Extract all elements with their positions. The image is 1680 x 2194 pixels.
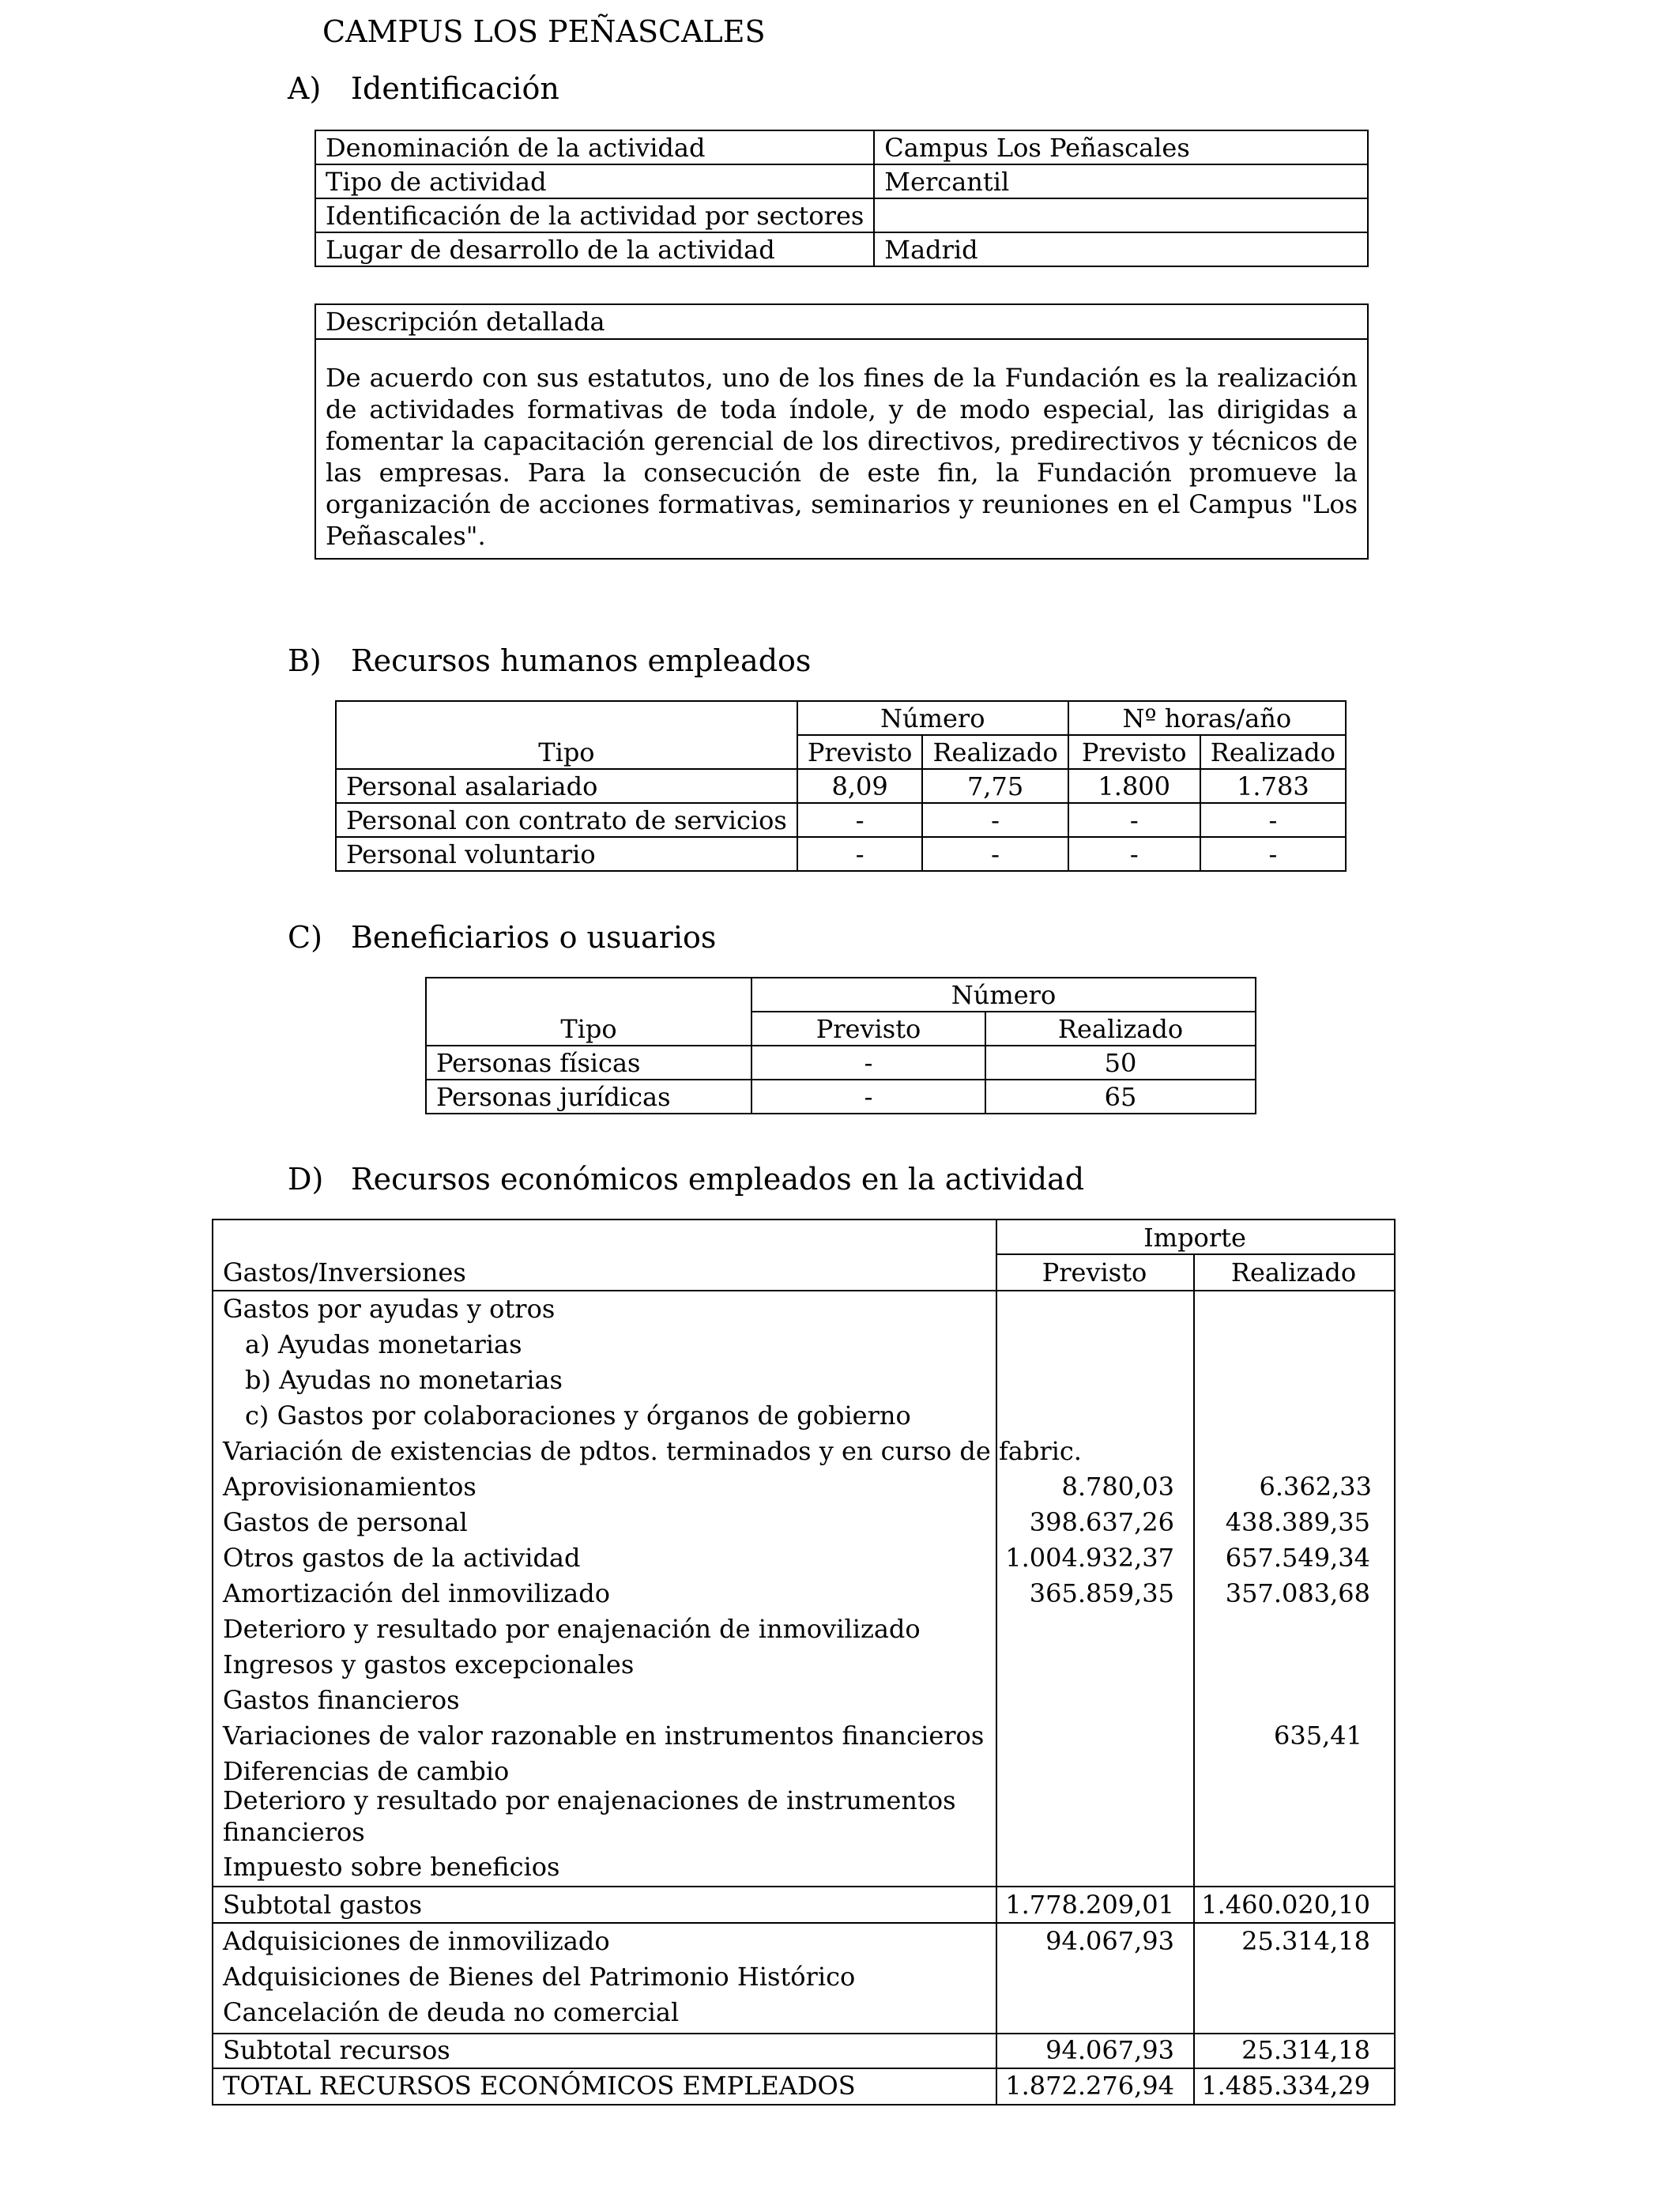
col-header-realizado: Realizado — [985, 1012, 1256, 1046]
table-row — [336, 837, 1346, 871]
ident-label: Lugar de desarrollo de la actividad — [315, 232, 874, 266]
hr-num-previsto: - — [797, 803, 923, 837]
table-row — [315, 164, 1368, 198]
section-d-title: Recursos económicos empleados en la actividad — [351, 1162, 1085, 1197]
eco-row-label: b) Ayudas no monetarias — [245, 1365, 563, 1395]
subtotal-recursos-label: Subtotal recursos — [223, 2035, 450, 2065]
eco-row-label: Amortización del inmovilizado — [223, 1578, 610, 1608]
group-header-horas: Nº horas/año — [1068, 701, 1346, 735]
description-text: De acuerdo con sus estatutos, uno de los fines de la Fundación es la realización de actividades formativas de toda índole, y de modo especial, las dirigidas a fomentar la capacitación gerencial de los directivos, predirectivos y técnicos de las empresas. Para la consecución de este fin, la Fundación promueve la organización de acciones formativas, seminarios y reuniones en el Campus "Los Peñascales". — [326, 363, 1358, 551]
ident-label: Denominación de la actividad — [315, 130, 874, 164]
hr-horas-realizado: 1.783 — [1200, 769, 1346, 803]
eco-row-label: Gastos financieros — [223, 1685, 460, 1715]
eco-row-label: Cancelación de deuda no comercial — [223, 1997, 680, 2027]
eco-realizado: 657.549,34 — [1225, 1543, 1370, 1573]
row-divider — [213, 1290, 1394, 1291]
hr-horas-realizado: - — [1200, 803, 1346, 837]
col-header-tipo: Tipo — [336, 701, 797, 769]
section-c-letter: C) — [288, 920, 322, 955]
col-header-previsto: Previsto — [797, 735, 923, 769]
human-resources-table — [335, 700, 1347, 872]
subtotal-gastos-label: Subtotal gastos — [223, 1890, 423, 1920]
eco-realizado: 438.389,35 — [1225, 1507, 1370, 1537]
col-header-previsto: Previsto — [751, 1012, 985, 1046]
eco-row-label: Variación de existencias de pdtos. terminados y en curso de fabric. — [223, 1436, 1082, 1466]
row-divider — [213, 2068, 1394, 2069]
eco-previsto: 365.859,35 — [1029, 1578, 1174, 1608]
hr-horas-previsto: - — [1068, 837, 1200, 871]
hr-num-previsto: - — [797, 837, 923, 871]
eco-previsto: 398.637,26 — [1029, 1507, 1174, 1537]
ben-tipo: Personas jurídicas — [426, 1080, 751, 1114]
row-divider — [213, 1886, 1394, 1887]
eco-row-label: Impuesto sobre beneficios — [223, 1852, 560, 1882]
eco-row-label: Adquisiciones de Bienes del Patrimonio Histórico — [223, 1962, 856, 1992]
eco-previsto: 1.004.932,37 — [1005, 1543, 1174, 1573]
subtotal-recursos-previsto: 94.067,93 — [1045, 2035, 1174, 2065]
eco-row-label: Aprovisionamientos — [223, 1472, 477, 1502]
row-divider — [996, 1253, 1394, 1255]
section-b-heading — [288, 643, 811, 678]
table-row — [315, 198, 1368, 232]
eco-row-label: Gastos por ayudas y otros — [223, 1294, 556, 1324]
economic-resources-table — [212, 1219, 1396, 2105]
section-a-letter: A) — [288, 71, 322, 106]
col-header-realizado: Realizado — [922, 735, 1068, 769]
section-a-title: Identificación — [351, 71, 559, 106]
hr-horas-previsto: 1.800 — [1068, 769, 1200, 803]
identification-table — [315, 130, 1369, 267]
ben-previsto: - — [751, 1080, 985, 1114]
col-header-realizado: Realizado — [1230, 1257, 1357, 1287]
table-row — [426, 1046, 1256, 1080]
ident-value: Campus Los Peñascales — [874, 130, 1368, 164]
eco-realizado: 357.083,68 — [1225, 1578, 1370, 1608]
hr-tipo: Personal asalariado — [336, 769, 797, 803]
hr-horas-realizado: - — [1200, 837, 1346, 871]
ben-realizado: 50 — [985, 1046, 1256, 1080]
hr-num-realizado: 7,75 — [922, 769, 1068, 803]
table-row — [336, 803, 1346, 837]
eco-realizado: 25.314,18 — [1241, 1926, 1370, 1956]
subtotal-gastos-previsto: 1.778.209,01 — [1005, 1890, 1174, 1920]
col-header-previsto: Previsto — [1042, 1257, 1147, 1287]
table-row — [315, 130, 1368, 164]
ident-label: Tipo de actividad — [315, 164, 874, 198]
eco-row-label: a) Ayudas monetarias — [245, 1329, 522, 1359]
eco-row-label: financieros — [223, 1817, 365, 1847]
section-d-heading — [288, 1162, 1084, 1197]
beneficiaries-table — [425, 977, 1256, 1114]
total-label: TOTAL RECURSOS ECONÓMICOS EMPLEADOS — [223, 2071, 856, 2101]
hr-num-realizado: - — [922, 837, 1068, 871]
subtotal-recursos-realizado: 25.314,18 — [1241, 2035, 1370, 2065]
eco-row-label: Ingresos y gastos excepcionales — [223, 1649, 635, 1679]
table-header-row — [336, 701, 1346, 735]
group-header-importe: Importe — [1143, 1223, 1246, 1253]
eco-previsto: 94.067,93 — [1045, 1926, 1174, 1956]
group-header-numero: Número — [797, 701, 1068, 735]
col-header-tipo: Tipo — [426, 978, 751, 1046]
total-previsto: 1.872.276,94 — [1005, 2071, 1174, 2101]
ben-previsto: - — [751, 1046, 985, 1080]
section-c-title: Beneficiarios o usuarios — [351, 920, 717, 955]
ben-realizado: 65 — [985, 1080, 1256, 1114]
table-header-row — [426, 978, 1256, 1012]
eco-row-label: Gastos de personal — [223, 1507, 468, 1537]
eco-previsto: 8.780,03 — [1061, 1472, 1174, 1502]
col-header-realizado: Realizado — [1200, 735, 1346, 769]
eco-row-label: Adquisiciones de inmovilizado — [223, 1926, 610, 1956]
eco-realizado: 635,41 — [1274, 1721, 1362, 1751]
section-a-heading — [288, 71, 559, 106]
hr-num-previsto: 8,09 — [797, 769, 923, 803]
ben-tipo: Personas físicas — [426, 1046, 751, 1080]
hr-tipo: Personal con contrato de servicios — [336, 803, 797, 837]
description-box — [315, 303, 1369, 560]
hr-tipo: Personal voluntario — [336, 837, 797, 871]
section-b-title: Recursos humanos empleados — [351, 643, 812, 678]
col-header-previsto: Previsto — [1068, 735, 1200, 769]
eco-row-label: Otros gastos de la actividad — [223, 1543, 581, 1573]
row-divider — [213, 1922, 1394, 1924]
group-header-numero: Número — [751, 978, 1256, 1012]
table-row — [426, 1080, 1256, 1114]
hr-horas-previsto: - — [1068, 803, 1200, 837]
subtotal-gastos-realizado: 1.460.020,10 — [1201, 1890, 1370, 1920]
eco-row-label: Diferencias de cambio — [223, 1756, 510, 1786]
ident-value: Madrid — [874, 232, 1368, 266]
table-row — [315, 232, 1368, 266]
table-row — [336, 769, 1346, 803]
eco-row-label: c) Gastos por colaboraciones y órganos de gobierno — [245, 1400, 911, 1431]
description-header: Descripción detallada — [316, 305, 1367, 340]
eco-row-label: Deterioro y resultado por enajenaciones de instrumentos — [223, 1785, 956, 1815]
column-divider — [1193, 1255, 1195, 2104]
eco-row-label: Variaciones de valor razonable en instrumentos financieros — [223, 1721, 985, 1751]
section-b-letter: B) — [288, 643, 322, 678]
ident-label: Identificación de la actividad por sectores — [315, 198, 874, 232]
hr-num-realizado: - — [922, 803, 1068, 837]
ident-value: Mercantil — [874, 164, 1368, 198]
eco-realizado: 6.362,33 — [1259, 1472, 1372, 1502]
section-d-letter: D) — [288, 1162, 324, 1197]
col-header-gastos: Gastos/Inversiones — [223, 1257, 466, 1287]
eco-row-label: Deterioro y resultado por enajenación de inmovilizado — [223, 1614, 921, 1644]
section-c-heading — [288, 920, 716, 955]
total-realizado: 1.485.334,29 — [1201, 2071, 1370, 2101]
column-divider — [996, 1220, 997, 2104]
ident-value — [874, 198, 1368, 232]
page-title: CAMPUS LOS PEÑASCALES — [322, 14, 766, 49]
